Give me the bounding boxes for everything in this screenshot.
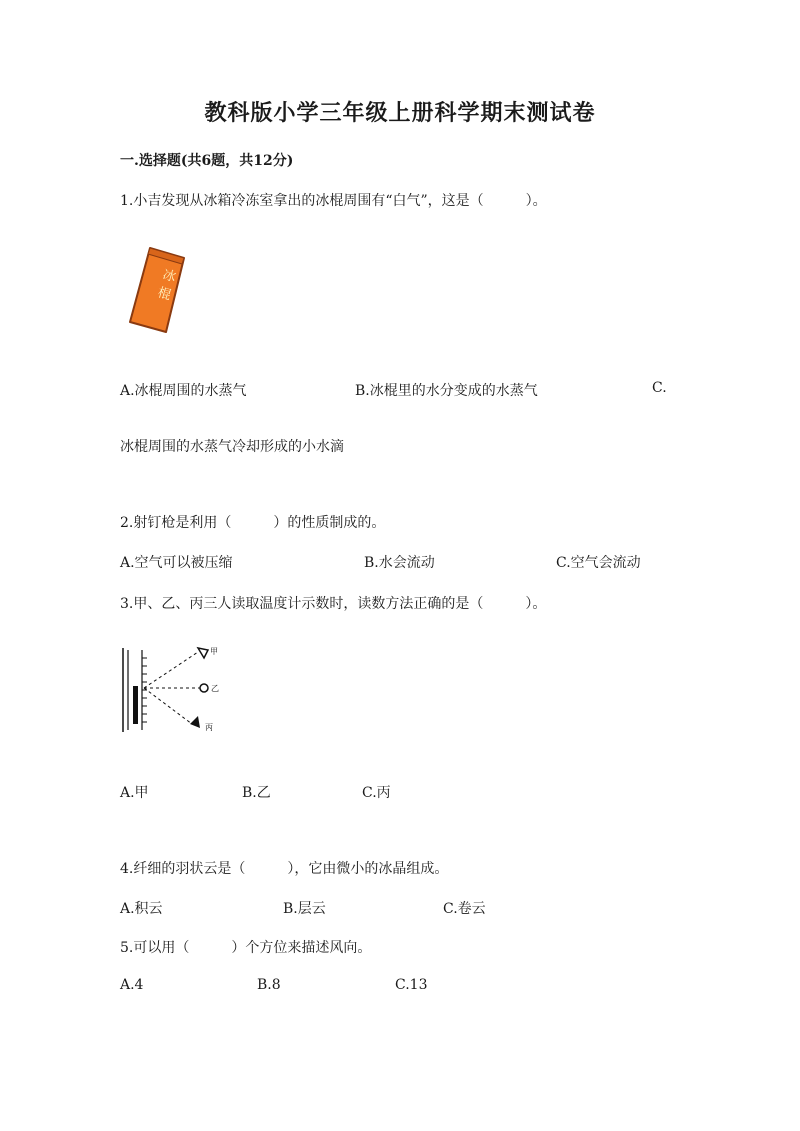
question-4-option-a: A.积云	[120, 901, 163, 917]
question-4-stem: 4.纤细的羽状云是（ ），它由微小的冰晶组成。	[120, 861, 449, 877]
question-5-option-a: A.4	[120, 977, 144, 993]
question-4-option-b: B.层云	[283, 901, 326, 917]
question-5-option-c: C.13	[395, 977, 428, 993]
question-2-option-b: B.水会流动	[364, 555, 435, 571]
thermometer-reading-diagram	[118, 644, 224, 736]
diagram-label-yi: 乙	[211, 684, 219, 693]
page-title: 教科版小学三年级上册科学期末测试卷	[204, 100, 596, 126]
question-1-option-b: B.冰棍里的水分变成的水蒸气	[355, 383, 538, 399]
question-2-option-a: A.空气可以被压缩	[120, 555, 233, 571]
popsicle-image	[124, 244, 194, 336]
question-1-stem: 1.小吉发现从冰箱冷冻室拿出的冰棍周围有“白气”，这是（ ）。	[120, 193, 547, 209]
question-3-stem: 3.甲、乙、丙三人读取温度计示数时，读数方法正确的是（ ）。	[120, 596, 547, 612]
question-5-option-b: B.8	[257, 977, 281, 993]
question-3-option-b: B.乙	[242, 785, 271, 801]
diagram-label-jia: 甲	[210, 647, 218, 656]
section-heading: 一.选择题(共6题，共12分)	[120, 153, 294, 169]
question-2-stem: 2.射钉枪是利用（ ）的性质制成的。	[120, 515, 386, 531]
question-3-option-a: A.甲	[120, 785, 149, 801]
question-1-option-a: A.冰棍周围的水蒸气	[120, 383, 247, 399]
question-3-option-c: C.丙	[362, 785, 391, 801]
question-1-option-c: C.	[652, 380, 667, 396]
popsicle-label-char-2: 棍	[155, 285, 173, 304]
question-1-option-c-continued: 冰棍周围的水蒸气冷却形成的小水滴	[120, 439, 344, 455]
popsicle-label-char-1: 冰	[160, 267, 178, 286]
question-5-stem: 5.可以用（ ）个方位来描述风向。	[120, 940, 372, 956]
diagram-label-bing: 丙	[205, 723, 213, 732]
question-4-option-c: C.卷云	[443, 901, 486, 917]
question-2-option-c: C.空气会流动	[556, 555, 641, 571]
